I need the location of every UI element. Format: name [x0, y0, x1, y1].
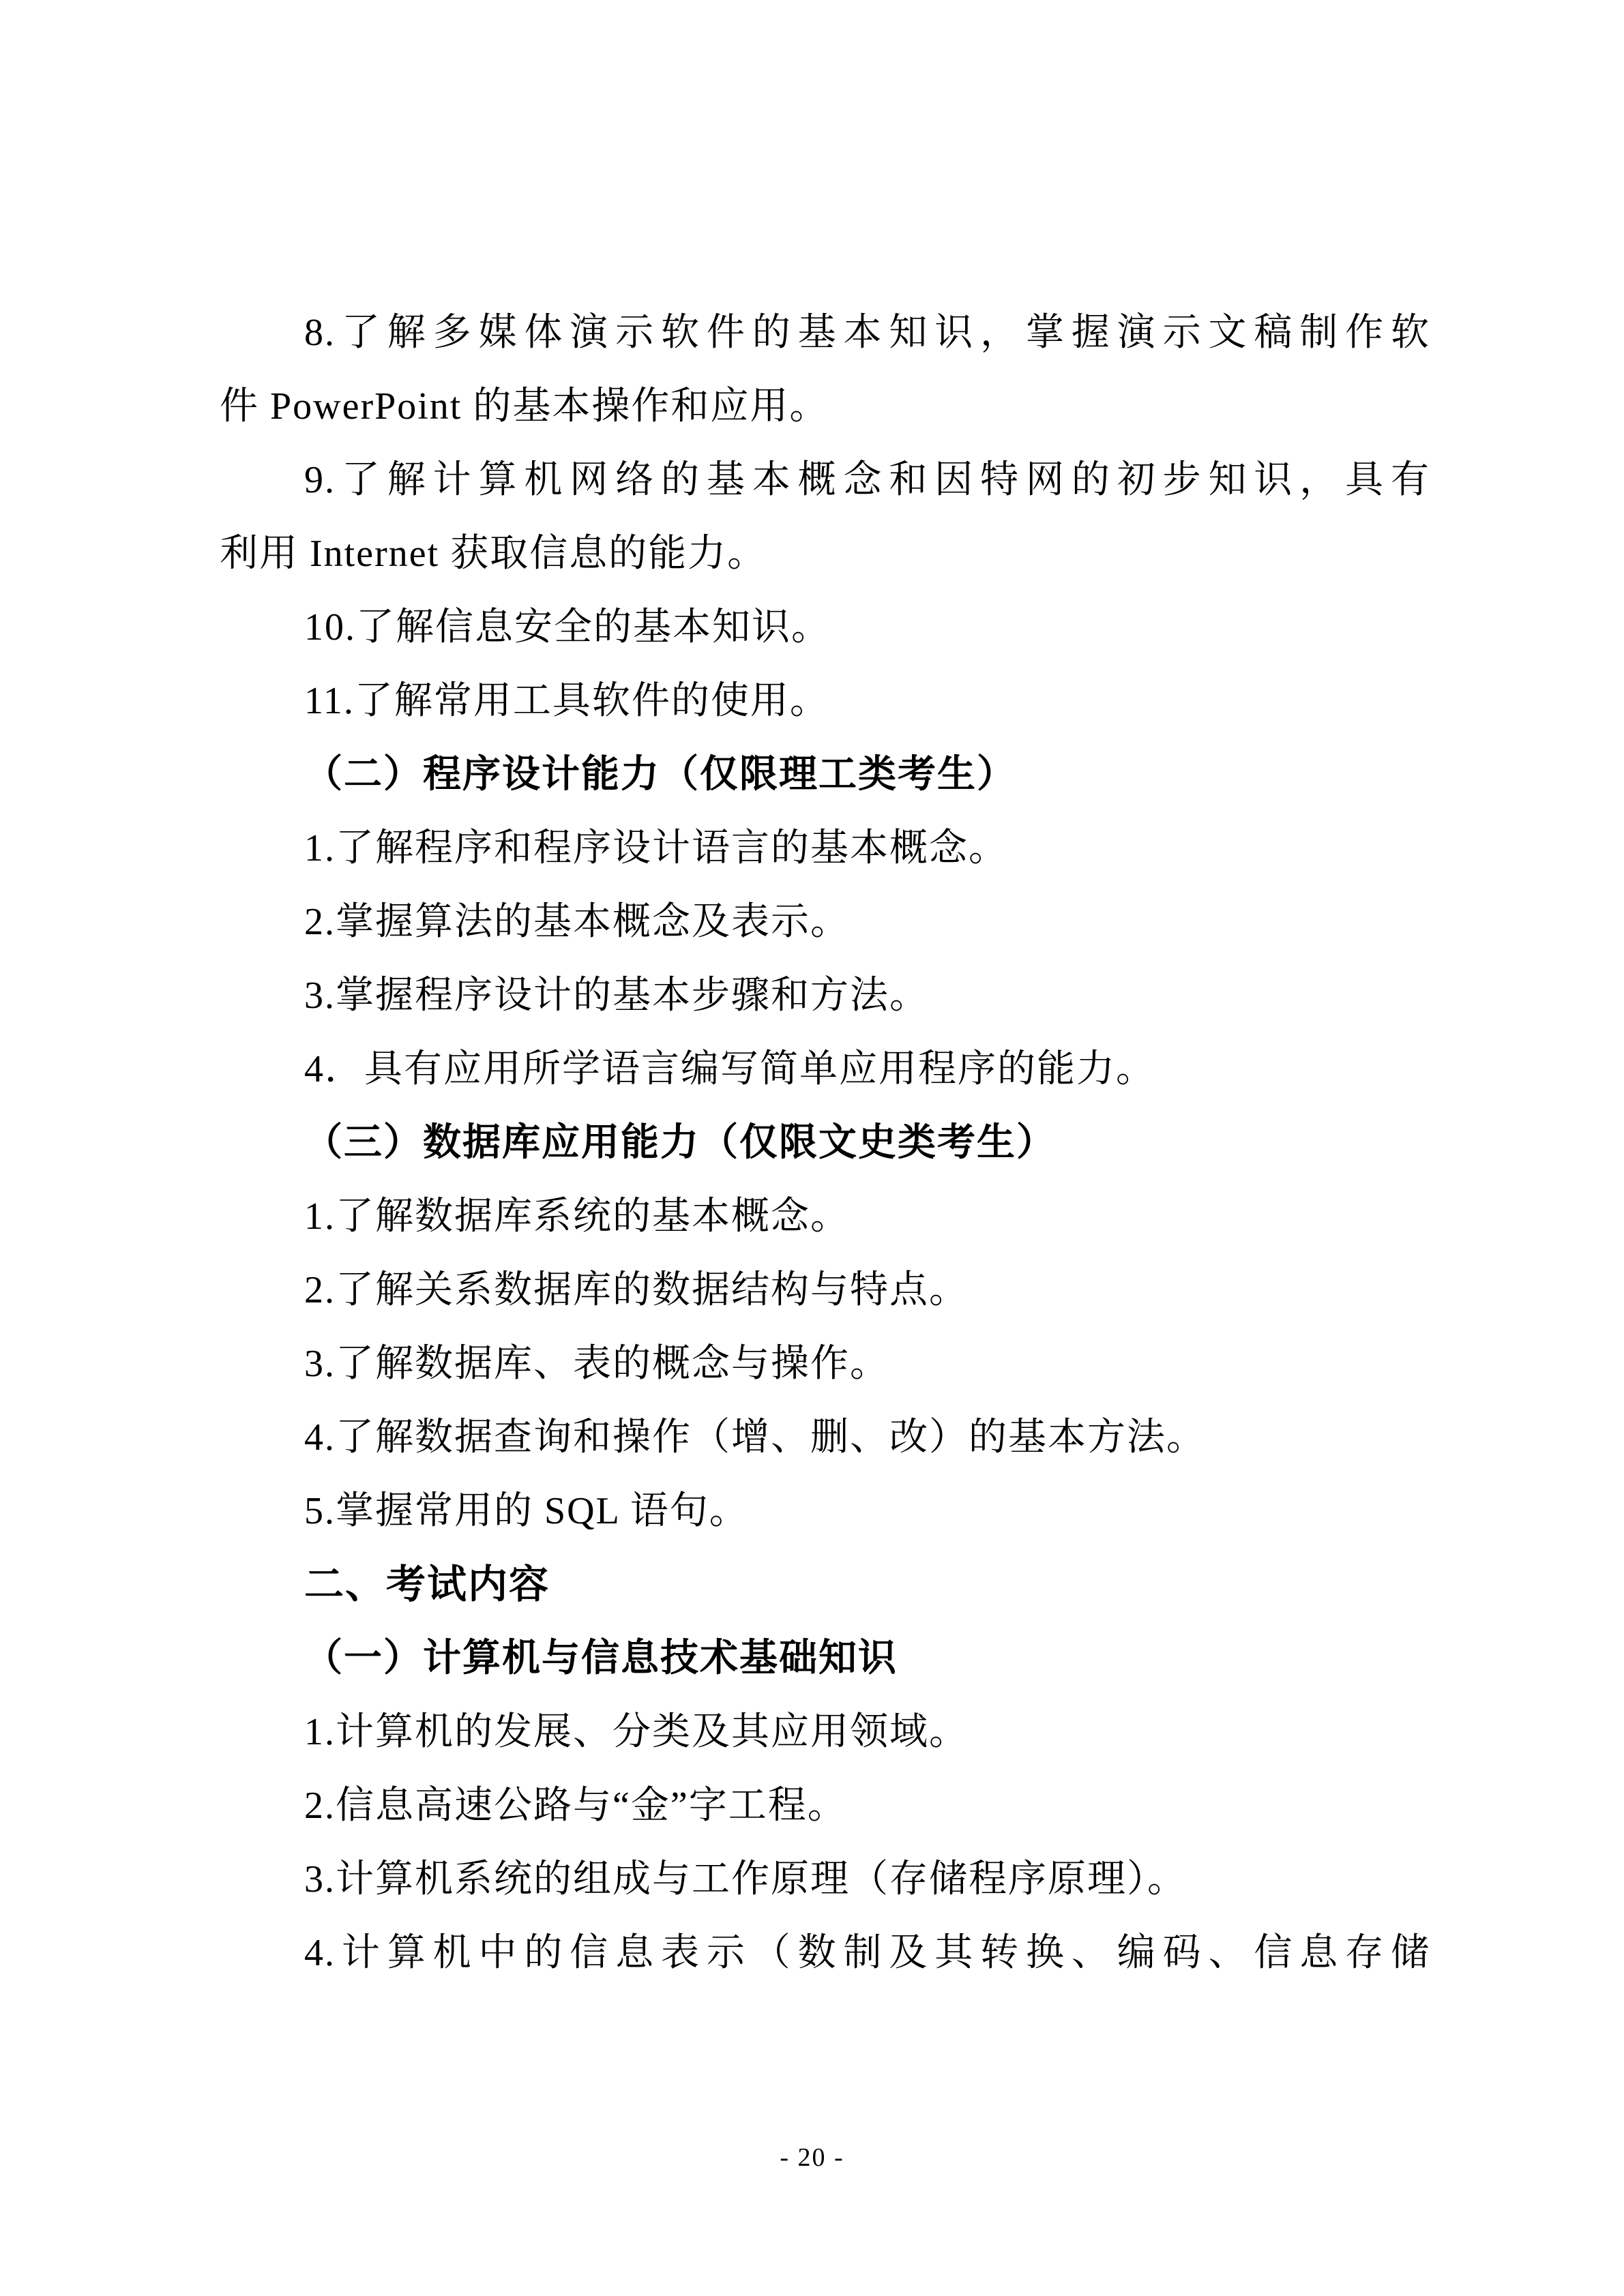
text-line: 11.了解常用工具软件的使用。 [304, 680, 829, 722]
section-heading: （三）数据库应用能力（仅限文史类考生） [304, 1122, 1056, 1164]
text-line: 件 PowerPoint 的基本操作和应用。 [220, 385, 829, 428]
text-line: 9.了解计算机网络的基本概念和因特网的初步知识，具有 [304, 459, 1430, 501]
text-line: 4.计算机中的信息表示（数制及其转换、编码、信息存储 [304, 1932, 1430, 1974]
document-lines [220, 296, 1430, 1990]
section-heading: 二、考试内容 [304, 1562, 550, 1607]
text-line: 1.了解程序和程序设计语言的基本概念。 [304, 827, 1008, 869]
page-number: - 20 - [780, 2143, 844, 2172]
text-line: 4.了解数据查询和操作（增、删、改）的基本方法。 [304, 1416, 1206, 1459]
section-heading: （一）计算机与信息技术基础知识 [304, 1637, 898, 1680]
text-line: 1.了解数据库系统的基本概念。 [304, 1195, 850, 1238]
text-line: 2.了解关系数据库的数据结构与特点。 [304, 1269, 969, 1311]
text-line: 5.掌握常用的 SQL 语句。 [304, 1490, 749, 1532]
text-line: 2.信息高速公路与“金”字工程。 [304, 1785, 847, 1827]
text-line: 2.掌握算法的基本概念及表示。 [304, 901, 850, 943]
section-heading: （二）程序设计能力（仅限理工类考生） [304, 754, 1016, 796]
text-line: 利用 Internet 获取信息的能力。 [220, 533, 767, 575]
text-line: 3.掌握程序设计的基本步骤和方法。 [304, 974, 929, 1017]
text-line: 10.了解信息安全的基本知识。 [304, 606, 831, 648]
text-line: 4．具有应用所学语言编写简单应用程序的能力。 [304, 1048, 1155, 1090]
text-line: 1.计算机的发展、分类及其应用领域。 [304, 1711, 969, 1753]
text-line: 8.了解多媒体演示软件的基本知识，掌握演示文稿制作软 [304, 312, 1430, 354]
text-line: 3.计算机系统的组成与工作原理（存储程序原理）。 [304, 1858, 1187, 1900]
text-line: 3.了解数据库、表的概念与操作。 [304, 1343, 889, 1385]
